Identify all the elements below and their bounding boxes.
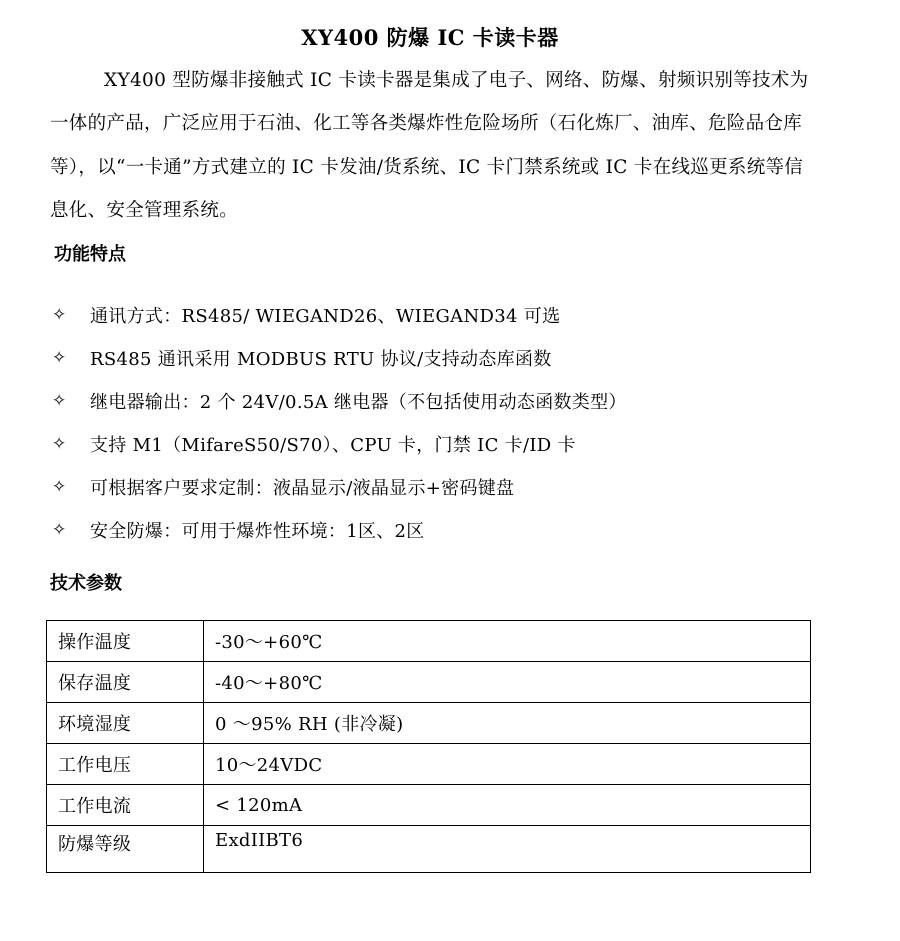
feature-text: 通讯方式：RS485/ WIEGAND26、WIEGAND34 可选 bbox=[90, 305, 561, 327]
list-item bbox=[52, 465, 627, 508]
sparkle-bullet-icon: ✧ bbox=[52, 304, 67, 325]
table-row bbox=[47, 744, 811, 785]
spec-value: -40～+80℃ bbox=[204, 662, 811, 703]
spec-value: 0 ～95% RH (非冷凝) bbox=[204, 703, 811, 744]
spec-value: < 120mA bbox=[204, 785, 811, 826]
table-row bbox=[47, 662, 811, 703]
sparkle-bullet-icon: ✧ bbox=[52, 390, 67, 411]
spec-value: -30～+60℃ bbox=[204, 621, 811, 662]
spec-label: 操作温度 bbox=[47, 621, 204, 662]
table-row bbox=[47, 785, 811, 826]
spec-value: 10～24VDC bbox=[204, 744, 811, 785]
feature-text: 安全防爆：可用于爆炸性环境：1区、2区 bbox=[90, 520, 425, 542]
list-item bbox=[52, 293, 627, 336]
feature-list bbox=[52, 293, 627, 551]
spec-label: 保存温度 bbox=[47, 662, 204, 703]
list-item bbox=[52, 422, 627, 465]
table-row bbox=[47, 703, 811, 744]
spec-label: 工作电压 bbox=[47, 744, 204, 785]
feature-text: 继电器输出：2 个 24V/0.5A 继电器（不包括使用动态函数类型） bbox=[90, 391, 627, 413]
intro-paragraph: XY400 型防爆非接触式 IC 卡读卡器是集成了电子、网络、防爆、射频识别等技术为一体的产品，广泛应用于石油、化工等各类爆炸性危险场所（石化炼厂、油库、危险品仓库等），以“一卡通”方式建立的 IC 卡发油/货系统、IC 卡门禁系统或 IC 卡在线巡更系统等信息化、安全管理系统。 bbox=[50, 70, 809, 221]
document-title: XY400 防爆 IC 卡读卡器 bbox=[301, 25, 559, 51]
spec-table bbox=[46, 620, 811, 873]
spec-value: ExdIIBT6 bbox=[204, 826, 811, 873]
list-item bbox=[52, 508, 627, 551]
list-item bbox=[52, 379, 627, 422]
sparkle-bullet-icon: ✧ bbox=[52, 347, 67, 368]
feature-text: 可根据客户要求定制：液晶显示/液晶显示+密码键盘 bbox=[90, 477, 515, 499]
table-row bbox=[47, 826, 811, 873]
feature-text: RS485 通讯采用 MODBUS RTU 协议/支持动态库函数 bbox=[90, 348, 552, 370]
features-heading: 功能特点 bbox=[54, 244, 126, 265]
sparkle-bullet-icon: ✧ bbox=[52, 476, 67, 497]
spec-label: 防爆等级 bbox=[47, 826, 204, 873]
sparkle-bullet-icon: ✧ bbox=[52, 433, 67, 454]
params-heading: 技术参数 bbox=[50, 573, 122, 594]
spec-label: 环境湿度 bbox=[47, 703, 204, 744]
list-item bbox=[52, 336, 627, 379]
spec-label: 工作电流 bbox=[47, 785, 204, 826]
sparkle-bullet-icon: ✧ bbox=[52, 519, 67, 540]
table-row bbox=[47, 621, 811, 662]
feature-text: 支持 M1（MifareS50/S70）、CPU 卡，门禁 IC 卡/ID 卡 bbox=[90, 434, 576, 456]
